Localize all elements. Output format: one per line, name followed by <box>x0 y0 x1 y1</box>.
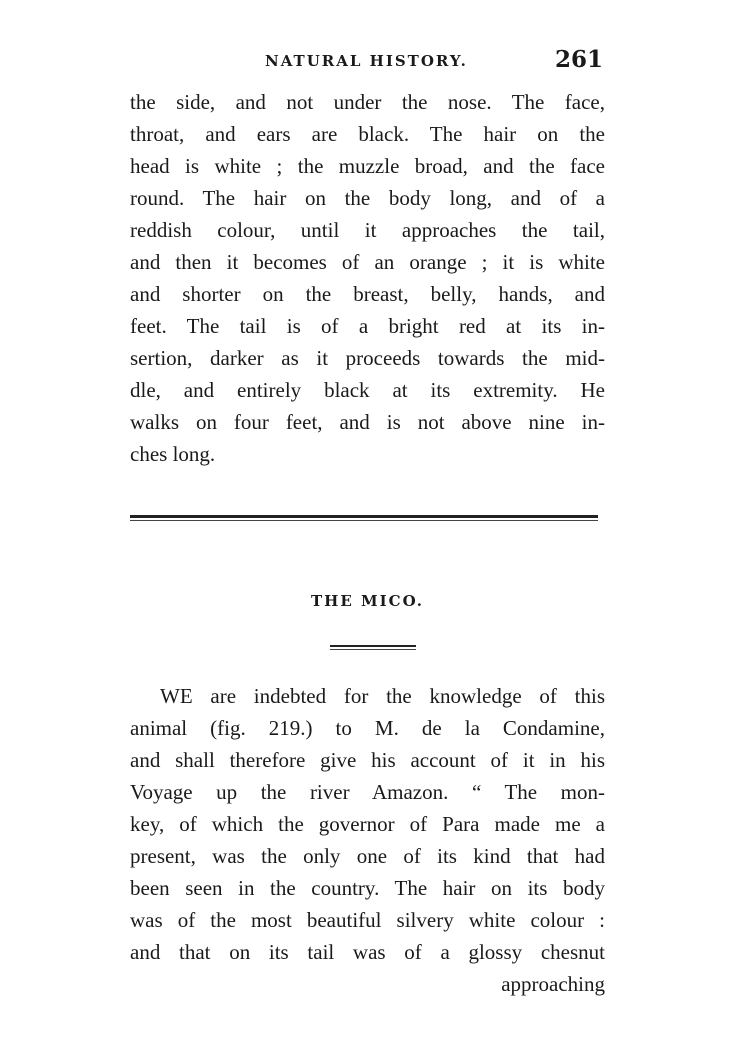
text-line: key, of which the governor of Para made me a <box>130 812 605 836</box>
passage-mico <box>130 680 605 1000</box>
text-line: dle, and entirely black at its extremity. He <box>130 378 605 402</box>
text-line: and shorter on the breast, belly, hands, and <box>130 282 605 306</box>
text-line: Voyage up the river Amazon. “ The mon- <box>130 780 605 804</box>
page-number: 261 <box>554 46 603 73</box>
heading-ornament-rule <box>330 645 416 651</box>
text-line: head is white ; the muzzle broad, and the face <box>130 154 605 178</box>
text-line: walks on four feet, and is not above nine in- <box>130 410 605 434</box>
text-line: round. The hair on the body long, and of a <box>130 186 605 210</box>
divider-thick-rule <box>130 515 598 518</box>
text-line: was of the most beautiful silvery white colour : <box>130 908 605 932</box>
text-line: WE are indebted for the knowledge of this <box>160 684 605 708</box>
text-line: present, was the only one of its kind that had <box>130 844 605 868</box>
text-line: ches long. <box>130 442 216 466</box>
text-line: sertion, darker as it proceeds towards the mid- <box>130 346 605 370</box>
text-line: been seen in the country. The hair on its body <box>130 876 605 900</box>
passage-continuation <box>130 86 605 470</box>
text-line: and shall therefore give his account of it in his <box>130 748 605 772</box>
text-line: throat, and ears are black. The hair on the <box>130 122 605 146</box>
catchword: approaching <box>501 972 605 996</box>
running-title: NATURAL HISTORY. <box>265 52 468 70</box>
text-line: and that on its tail was of a glossy chesnut <box>130 940 605 964</box>
section-divider <box>130 515 598 522</box>
section-heading: THE MICO. <box>311 592 424 610</box>
text-line: feet. The tail is of a bright red at its in- <box>130 314 605 338</box>
divider-thin-rule <box>130 520 598 521</box>
text-line: the side, and not under the nose. The face, <box>130 90 605 114</box>
running-head <box>130 46 605 80</box>
text-line: animal (fig. 219.) to M. de la Condamine, <box>130 716 605 740</box>
text-line: and then it becomes of an orange ; it is white <box>130 250 605 274</box>
text-line: reddish colour, until it approaches the tail, <box>130 218 605 242</box>
